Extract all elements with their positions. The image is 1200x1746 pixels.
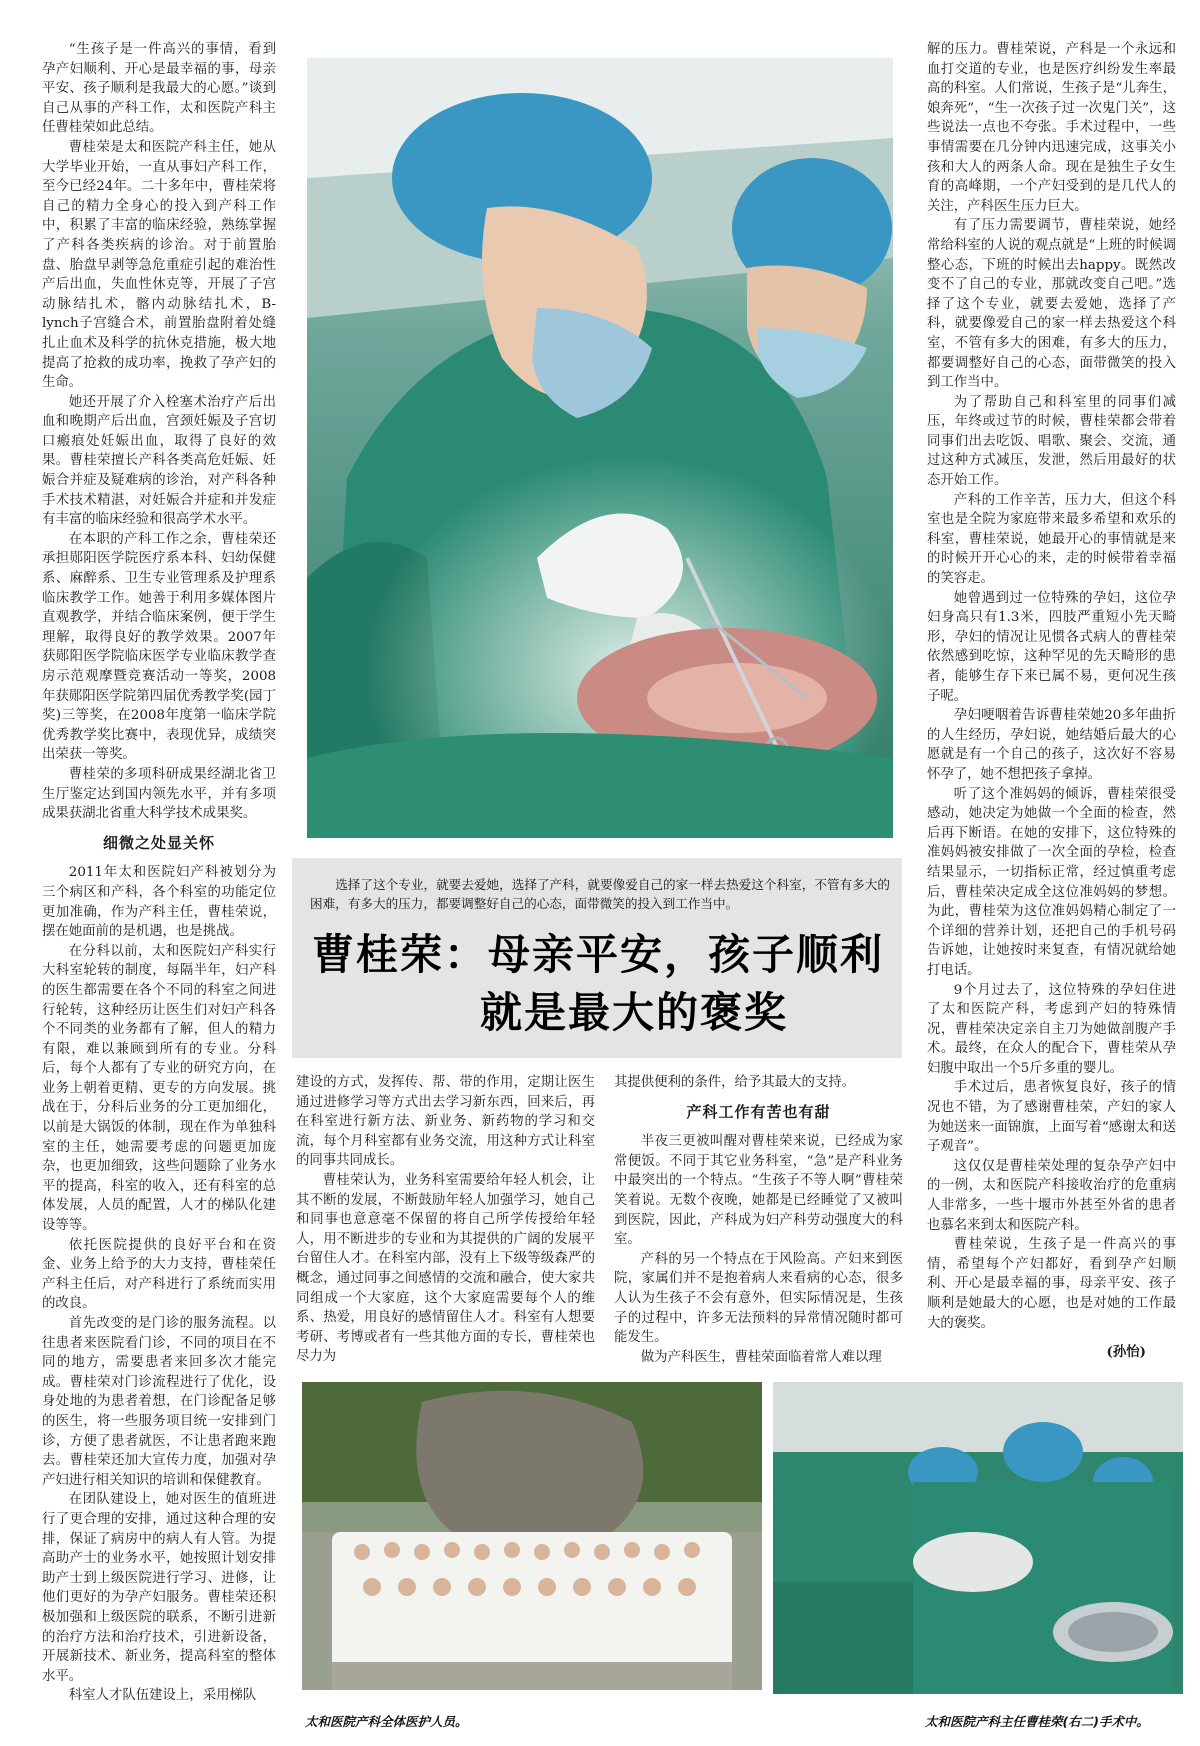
right-paragraph-5: 她曾遇到过一位特殊的孕妇，这位孕妇身高只有1.3米，四肢严重短小先天畸形，孕妇的情况让见惯各式病人的曹桂荣依然感到吃惊，这种罕见的先天畸形的患者，能够生存下来已属不易，更何况生孩子呢。 [927,590,1176,704]
right-paragraph-8: 9个月过去了，这位特殊的孕妇住进了太和医院产科，考虑到产妇的特殊情况，曹桂荣决定亲自主刀为她做剖腹产手术。最终，在众人的配合下，曹桂荣从孕妇腹中取出一个5斤多重的婴儿。 [927,982,1176,1076]
pull-quote: 选择了这个专业，就要去爱她，选择了产科，就要像爱自己的家一样去热爱这个科室，不管有多大的困难，有多大的压力，都要调整好自己的心态，面带微笑的投入到工作当中。 [310,877,890,911]
group-photo-illustration [302,1382,762,1690]
right-paragraph-11: 曹桂荣说，生孩子是一件高兴的事情，希望每个产妇都好，看到孕产妇顺利、开心是最幸福的事，母亲平安、孩子顺利是她最大的心愿，也是对她的工作最大的褒奖。 [927,1237,1176,1331]
left-paragraph-1: “生孩子是一件高兴的事情，看到孕产妇顺利、开心是最幸福的事，母亲平安、孩子顺利是我最大的心愿。”谈到自己从事的产科工作，太和医院产科主任曹桂荣如此总结。 [42,42,276,136]
middle-b-first-line: 其提供便利的条件，给予其最大的支持。 [614,1075,856,1090]
middle-b-paragraph-2: 产科的另一个特点在于风险高。产妇来到医院，家属们并不是抱着病人来看病的心态，很多人认为生孩子不会有意外，但实际情况是，生孩子的过程中，许多无法预料的异常情况随时都可能发生。 [614,1251,903,1346]
middle-b-paragraph-1: 半夜三更被叫醒对曹桂荣来说，已经成为家常便饭。不同于其它业务科室，“急”是产科业务中最突出的一个特点。“生孩子不等人啊”曹桂荣笑着说。无数个夜晚，她都是已经睡觉了又被叫到医院，因此，产科成为妇产科劳动强度大的科室。 [614,1134,903,1248]
right-paragraph-2: 有了压力需要调节，曹桂荣说，她经常给科室的人说的观点就是“上班的时候调整心态，下班的时候出去happy。既然改变不了自己的专业，那就改变自己吧。”选择了这个专业，就要去爱她，选择了产科，就要像爱自己的家一样去热爱这个科室，不管有多大的困难，有多大的压力，都要调整好自己的心态，面带微笑的投入到工作当中。 [927,218,1176,391]
left-subhead: 细微之处显关怀 [102,833,215,852]
right-paragraph-9: 手术过后，患者恢复良好，孩子的情况也不错，为了感谢曹桂荣，产妇的家人为她送来一面锦旗，上面写着“感谢太和送子观音”。 [927,1080,1176,1155]
right-paragraph-1: 解的压力。曹桂荣说，产科是一个永远和血打交道的专业，也是医疗纠纷发生率最高的科室。人们常说，生孩子是“儿奔生，娘奔死”，“生一次孩子过一次鬼门关”，这些说法一点也不夸张。手术过程中，一些事情需要在几分钟内迅速完成，这事关小孩和大人的两条人命。现在是独生子女生育的高峰期，一个产妇受到的是几代人的关注，产科医生压力巨大。 [927,42,1176,214]
surgery-photo-2-illustration [773,1382,1183,1694]
headline-line-1: 曹桂荣：母亲平安，孩子顺利 [312,930,885,979]
middle-column-a [296,1073,595,1367]
middle-b-subhead: 产科工作有苦也有甜 [686,1102,831,1121]
middle-column-b [614,1073,903,1367]
middle-a-paragraph-1: 建设的方式，发挥传、帮、带的作用，定期让医生通过进修学习等方式出去学习新东西，回来后，再在科室进行新方法、新业务、新药物的学习和交流，每个月科室都有业务交流，用这种方式让科室的同事共同成长。 [296,1075,595,1169]
group-photo [302,1382,762,1690]
right-paragraph-10: 这仅仅是曹桂荣处理的复杂孕产妇中的一例，太和医院产科接收治疗的危重病人非常多，一些十堰市外甚至外省的患者也慕名来到太和医院产科。 [927,1158,1176,1233]
left-paragraph-2: 曹桂荣是太和医院产科主任，她从大学毕业开始，一直从事妇产科工作，至今已经24年。二十多年中，曹桂荣将自己的精力全身心的投入到产科工作中，积累了丰富的临床经验，熟练掌握了产科各类疾病的诊治。对于前置胎盘、胎盘早剥等急危重症引起的难治性产后出血，失血性休克等，开展了子宫动脉结扎术，髂内动脉结扎术，B-lynch子宫缝合术，前置胎盘附着处缝扎止血术及科学的抗休克措施，极大地提高了抢救的成功率，挽救了孕产妇的生命。 [42,139,276,391]
left-paragraph-10: 在团队建设上，她对医生的值班进行了更合理的安排，通过这种合理的安排，保证了病房中的病人有人管。为提高助产士的业务水平，她按照计划安排助产士到上级医院进行学习、进修，让他们更好的为孕产妇服务。曹桂荣还积极加强和上级医院的联系，不断引进新的治疗方法和治疗技术，引进新设备，开展新技术、新业务，提高科室的整体水平。 [42,1492,276,1684]
right-column [927,40,1176,1363]
left-paragraph-11: 科室人才队伍建设上，采用梯队 [68,1688,257,1704]
left-paragraph-5: 曹桂荣的多项科研成果经湖北省卫生厅鉴定达到国内领先水平，并有多项成果获湖北省重大科学技术成果奖。 [42,766,276,822]
right-paragraph-7: 听了这个准妈妈的倾诉，曹桂荣很受感动，她决定为她做一个全面的检查，然后再下断语。在她的安排下，这位特殊的准妈妈被安排做了一次全面的孕检，检查结果显示，一切指标正常，经过慎重考虑后，曹桂荣决定成全这位准妈妈的梦想。为此，曹桂荣为这位准妈妈精心制定了一个详细的营养计划，还把自己的手机号码告诉她，让她按时来复查，有情况就给她打电话。 [927,786,1176,978]
surgery-photo-2 [773,1382,1183,1694]
group-photo-caption: 太和医院产科全体医护人员。 [305,1714,468,1729]
main-surgery-photo [307,58,893,838]
left-paragraph-9: 首先改变的是门诊的服务流程。以往患者来医院看门诊，不同的项目在不同的地方，需要患者来回多次才能完成。曹桂荣对门诊流程进行了优化，设身处地的为患者着想，在门诊配备足够的医生，将一些服务项目统一安排到门诊，方便了患者就医，不让患者跑来跑去。曹桂荣还加大宣传力度，加强对孕产妇进行相关知识的培训和保健教育。 [42,1316,276,1488]
middle-a-paragraph-2: 曹桂荣认为，业务科室需要给年轻人机会，让其不断的发展，不断鼓励年轻人加强学习，她自己和同事也意意毫不保留的将自己所学传授给年轻人，用不断进步的专业和为其提供的广阔的发展平台留住人才。在科室内部，没有上下级等级森严的概念，通过同事之间感情的交流和融合，使大家共同组成一个大家庭，这个大家庭需要每个人的维系、热爱，用良好的感情留住人才。科室有人想要考研、考博或者有一些其他方面的专长，曹桂荣也尽力为 [296,1172,595,1365]
main-surgery-illustration [307,58,893,838]
byline: (孙怡) [1106,1344,1146,1361]
middle-b-paragraph-3: 做为产科医生，曹桂荣面临着常人难以理 [640,1349,882,1365]
left-paragraph-7: 在分科以前，太和医院妇产科实行大科室轮转的制度，每隔半年，妇产科的医生都需要在各个不同的科室之间进行轮转，这种经历让医生们对妇产科各个不同类的业务都有了解，但人的精力有限，难以兼顾到所有的专业。分科后，每个人都有了专业的研究方向，在业务上朝着更精、更专的方向发展。挑战在于，分科后业务的分工更加细化，以前是大锅饭的体制，现在作为单独科室的主任，她需要考虑的问题更加庞杂，也更加细致，这些问题除了业务水平的提高，科室的收入，还有科室的总体发展，人员的配置，人才的梯队化建设等等。 [42,943,276,1234]
right-paragraph-4: 产科的工作辛苦，压力大，但这个科室也是全院为家庭带来最多希望和欢乐的科室，曹桂荣说，她最开心的事情就是来的时候开开心心的来，走的时候带着幸福的笑容走。 [927,492,1176,587]
left-column [42,40,276,1706]
right-paragraph-3: 为了帮助自己和科室里的同事们减压，年终或过节的时候，曹桂荣都会带着同事们出去吃饭、唱歌、聚会、交流，通过这种方式减压，发泄，然后用最好的状态开始工作。 [927,394,1176,489]
left-paragraph-6: 2011年太和医院妇产科被划分为三个病区和产科，各个科室的功能定位更加准确，作为产科主任，曹桂荣说，摆在她面前的是机遇，也是挑战。 [42,865,276,940]
left-paragraph-8: 依托医院提供的良好平台和在资金、业务上给予的大力支持，曹桂荣任产科主任后，对产科进行了系统而实用的改良。 [42,1237,276,1312]
surgery-photo-caption: 太和医院产科主任曹桂荣(右二)手术中。 [925,1714,1149,1729]
right-paragraph-6: 孕妇哽咽着告诉曹桂荣她20多年曲折的人生经历，孕妇说，她结婚后最大的心愿就是有一个自己的孩子，这次好不容易怀孕了，她不想把孩子拿掉。 [927,708,1176,782]
left-paragraph-4: 在本职的产科工作之余，曹桂荣还承担郧阳医学院医疗系本科、妇幼保健系、麻醉系、卫生专业管理系及护理系临床教学工作。她善于利用多媒体图片直观教学，并结合临床案例，便于学生理解，取得良好的教学效果。2007年获郧阳医学院临床医学专业临床教学查房示范观摩暨竞赛活动一等奖，2008年获郧阳医学院第四届优秀教学奖(园丁奖)三等奖，在2008年度第一临床学院优秀教学奖比赛中，表现优异，成绩突出荣获一等奖。 [42,531,276,763]
headline-line-2: 就是最大的褒奖 [480,988,789,1037]
left-paragraph-3: 她还开展了介入栓塞术治疗产后出血和晚期产后出血，宫颈妊娠及子宫切口瘢痕处妊娠出血，取得了良好的效果。曹桂荣擅长产科各类高危妊娠、妊娠合并症及疑难病的诊治，对产科各种手术技术精湛，对妊娠合并症和并发症有丰富的临床经验和很高学术水平。 [42,394,276,528]
